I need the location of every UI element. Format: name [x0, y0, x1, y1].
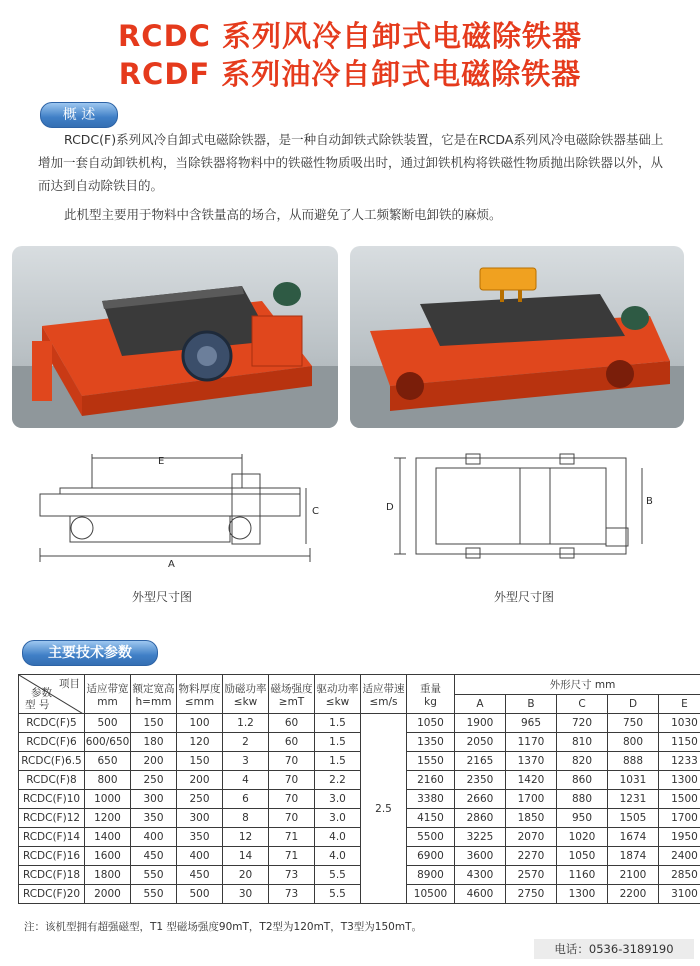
header-dim-e: E [659, 694, 700, 714]
header-dim-a: A [455, 694, 506, 714]
cell-thick: 300 [177, 809, 223, 828]
cell-weight: 6900 [407, 847, 455, 866]
cell-dim-e: 1150 [659, 733, 700, 752]
contact-phone: 电话：0536-3189190 [534, 939, 694, 959]
cell-dim-d: 888 [608, 752, 659, 771]
table-row [19, 790, 700, 809]
cell-weight: 10500 [407, 885, 455, 904]
cell-dim-c: 720 [557, 714, 608, 733]
cell-dim-b: 1420 [506, 771, 557, 790]
cell-weight: 1350 [407, 733, 455, 752]
cell-dim-a: 1900 [455, 714, 506, 733]
cell-h: 550 [131, 885, 177, 904]
cell-model: RCDC(F)14 [19, 828, 85, 847]
cell-weight: 2160 [407, 771, 455, 790]
cell-h: 300 [131, 790, 177, 809]
cell-model: RCDC(F)6.5 [19, 752, 85, 771]
specs-heading: 主要技术参数 [22, 640, 158, 666]
cell-excite: 14 [223, 847, 269, 866]
cell-field: 60 [269, 714, 315, 733]
cell-dim-e: 1700 [659, 809, 700, 828]
header-excitation-power: 励磁功率 ≤kw [223, 675, 269, 714]
cell-dim-d: 1231 [608, 790, 659, 809]
dimension-label-a: A [168, 559, 175, 570]
cell-dim-a: 2350 [455, 771, 506, 790]
table-row [19, 809, 700, 828]
corner-label-param: 参数 [31, 687, 52, 699]
cell-thick: 200 [177, 771, 223, 790]
cell-dim-c: 810 [557, 733, 608, 752]
cell-dim-a: 2165 [455, 752, 506, 771]
overview-paragraph-1: RCDC(F)系列风冷自卸式电磁除铁器，是一种自动卸铁式除铁装置，它是在RCDA系列风冷电磁除铁器基础上增加一套自动卸铁机构，当除铁器将物料中的铁磁性物质吸出时，通过卸铁机构将铁磁性物质抛出除铁器以外，从而达到自动除铁目的。 [38, 132, 664, 193]
header-drive-power: 驱动功率 ≤kw [315, 675, 361, 714]
header-rated-height: 额定宽高 h=mm [131, 675, 177, 714]
dimension-label-e: E [158, 456, 165, 467]
cell-h: 400 [131, 828, 177, 847]
table-row [19, 733, 700, 752]
spec-table [18, 674, 700, 904]
header-field-strength: 磁场强度 ≥mT [269, 675, 315, 714]
cell-dim-d: 750 [608, 714, 659, 733]
cell-dim-b: 1700 [506, 790, 557, 809]
product-photo-air-cooled [12, 246, 338, 428]
overview-heading: 概 述 [40, 102, 118, 128]
table-row [19, 771, 700, 790]
top-view-drawing [380, 446, 670, 574]
cell-dim-c: 820 [557, 752, 608, 771]
cell-model: RCDC(F)10 [19, 790, 85, 809]
cell-thick: 350 [177, 828, 223, 847]
cell-dim-e: 3100 [659, 885, 700, 904]
cell-excite: 12 [223, 828, 269, 847]
table-row [19, 866, 700, 885]
cell-model: RCDC(F)8 [19, 771, 85, 790]
cell-h: 550 [131, 866, 177, 885]
product-photo-oil-cooled [350, 246, 684, 428]
header-belt-speed: 适应带速 ≤m/s [361, 675, 407, 714]
cell-weight: 4150 [407, 809, 455, 828]
cell-belt: 800 [85, 771, 131, 790]
cell-dim-e: 2400 [659, 847, 700, 866]
cell-weight: 8900 [407, 866, 455, 885]
cell-dim-b: 1370 [506, 752, 557, 771]
cell-drive: 1.5 [315, 714, 361, 733]
cell-thick: 120 [177, 733, 223, 752]
cell-dim-e: 1300 [659, 771, 700, 790]
cell-belt: 500 [85, 714, 131, 733]
cell-h: 150 [131, 714, 177, 733]
cell-weight: 5500 [407, 828, 455, 847]
cell-dim-d: 800 [608, 733, 659, 752]
cell-belt: 600/650 [85, 733, 131, 752]
cell-thick: 100 [177, 714, 223, 733]
cell-excite: 6 [223, 790, 269, 809]
cell-model: RCDC(F)5 [19, 714, 85, 733]
cell-dim-a: 2860 [455, 809, 506, 828]
cell-thick: 400 [177, 847, 223, 866]
cell-dim-c: 950 [557, 809, 608, 828]
cell-dim-c: 860 [557, 771, 608, 790]
cell-drive: 2.2 [315, 771, 361, 790]
cell-drive: 3.0 [315, 809, 361, 828]
cell-belt: 1600 [85, 847, 131, 866]
corner-label-item: 项目 [59, 678, 80, 690]
cell-dim-c: 1020 [557, 828, 608, 847]
cell-dim-c: 880 [557, 790, 608, 809]
cell-field: 73 [269, 885, 315, 904]
cell-drive: 1.5 [315, 752, 361, 771]
cell-dim-d: 2100 [608, 866, 659, 885]
header-outline-dimensions: 外形尺寸 mm [455, 675, 700, 695]
cell-dim-e: 1500 [659, 790, 700, 809]
cell-dim-b: 1170 [506, 733, 557, 752]
cell-belt: 1400 [85, 828, 131, 847]
cell-field: 60 [269, 733, 315, 752]
header-dim-b: B [506, 694, 557, 714]
cell-dim-c: 1160 [557, 866, 608, 885]
cell-dim-b: 2750 [506, 885, 557, 904]
cell-model: RCDC(F)18 [19, 866, 85, 885]
cell-dim-e: 1950 [659, 828, 700, 847]
drawing-caption-left: 外型尺寸图 [132, 590, 193, 604]
cell-field: 71 [269, 828, 315, 847]
header-dim-c: C [557, 694, 608, 714]
cell-dim-c: 1050 [557, 847, 608, 866]
cell-dim-d: 1674 [608, 828, 659, 847]
table-row [19, 847, 700, 866]
cell-excite: 20 [223, 866, 269, 885]
cell-belt: 1000 [85, 790, 131, 809]
cell-dim-d: 2200 [608, 885, 659, 904]
cell-dim-d: 1874 [608, 847, 659, 866]
table-row [19, 714, 700, 733]
cell-dim-c: 1300 [557, 885, 608, 904]
cell-field: 70 [269, 790, 315, 809]
table-row [19, 885, 700, 904]
cell-drive: 5.5 [315, 885, 361, 904]
cell-thick: 150 [177, 752, 223, 771]
header-material-thickness: 物料厚度 ≤mm [177, 675, 223, 714]
cell-field: 73 [269, 866, 315, 885]
cell-thick: 500 [177, 885, 223, 904]
cell-field: 70 [269, 752, 315, 771]
cell-belt: 2000 [85, 885, 131, 904]
spec-note: 注：该机型拥有超强磁型，T1 型磁场强度90mT，T2型为120mT，T3型为150mT。 [24, 921, 422, 933]
cell-dim-b: 2570 [506, 866, 557, 885]
title-rcdc: RCDC 系列风冷自卸式电磁除铁器 [117, 19, 583, 53]
cell-model: RCDC(F)16 [19, 847, 85, 866]
cell-excite: 8 [223, 809, 269, 828]
cell-dim-e: 2850 [659, 866, 700, 885]
cell-dim-a: 3600 [455, 847, 506, 866]
cell-drive: 3.0 [315, 790, 361, 809]
drawing-caption-right: 外型尺寸图 [494, 590, 555, 604]
cell-belt: 1800 [85, 866, 131, 885]
cell-weight: 1550 [407, 752, 455, 771]
cell-dim-b: 2270 [506, 847, 557, 866]
header-weight: 重量 kg [407, 675, 455, 714]
cell-dim-a: 3225 [455, 828, 506, 847]
table-corner-cell [19, 675, 85, 714]
cell-excite: 4 [223, 771, 269, 790]
cell-belt: 1200 [85, 809, 131, 828]
cell-h: 450 [131, 847, 177, 866]
cell-field: 71 [269, 847, 315, 866]
cell-model: RCDC(F)12 [19, 809, 85, 828]
title-rcdf: RCDF 系列油冷自卸式电磁除铁器 [118, 57, 582, 91]
cell-dim-a: 4600 [455, 885, 506, 904]
cell-dim-d: 1505 [608, 809, 659, 828]
cell-excite: 1.2 [223, 714, 269, 733]
cell-dim-a: 2050 [455, 733, 506, 752]
dimension-label-d: D [386, 502, 394, 513]
cell-dim-d: 1031 [608, 771, 659, 790]
cell-dim-a: 4300 [455, 866, 506, 885]
cell-h: 250 [131, 771, 177, 790]
cell-h: 350 [131, 809, 177, 828]
cell-thick: 250 [177, 790, 223, 809]
dimension-label-b: B [646, 496, 653, 507]
cell-model: RCDC(F)20 [19, 885, 85, 904]
corner-label-model: 型 号 [25, 699, 50, 711]
side-view-drawing [30, 444, 330, 572]
cell-dim-b: 2070 [506, 828, 557, 847]
cell-weight: 1050 [407, 714, 455, 733]
table-row [19, 828, 700, 847]
cell-drive: 1.5 [315, 733, 361, 752]
cell-dim-b: 965 [506, 714, 557, 733]
cell-field: 70 [269, 771, 315, 790]
cell-dim-b: 1850 [506, 809, 557, 828]
header-belt-width: 适应带宽 mm [85, 675, 131, 714]
cell-drive: 4.0 [315, 847, 361, 866]
header-dim-d: D [608, 694, 659, 714]
cell-dim-a: 2660 [455, 790, 506, 809]
cell-thick: 450 [177, 866, 223, 885]
dimension-label-c: C [312, 506, 319, 517]
cell-h: 180 [131, 733, 177, 752]
table-row [19, 752, 700, 771]
cell-excite: 30 [223, 885, 269, 904]
cell-drive: 5.5 [315, 866, 361, 885]
cell-excite: 2 [223, 733, 269, 752]
cell-model: RCDC(F)6 [19, 733, 85, 752]
overview-paragraph-2: 此机型主要用于物料中含铁量高的场合，从而避免了人工频繁断电卸铁的麻烦。 [64, 207, 502, 222]
cell-drive: 4.0 [315, 828, 361, 847]
cell-weight: 3380 [407, 790, 455, 809]
cell-field: 70 [269, 809, 315, 828]
cell-excite: 3 [223, 752, 269, 771]
cell-h: 200 [131, 752, 177, 771]
cell-belt: 650 [85, 752, 131, 771]
cell-belt-speed-shared: 2.5 [361, 714, 407, 904]
cell-dim-e: 1030 [659, 714, 700, 733]
cell-dim-e: 1233 [659, 752, 700, 771]
